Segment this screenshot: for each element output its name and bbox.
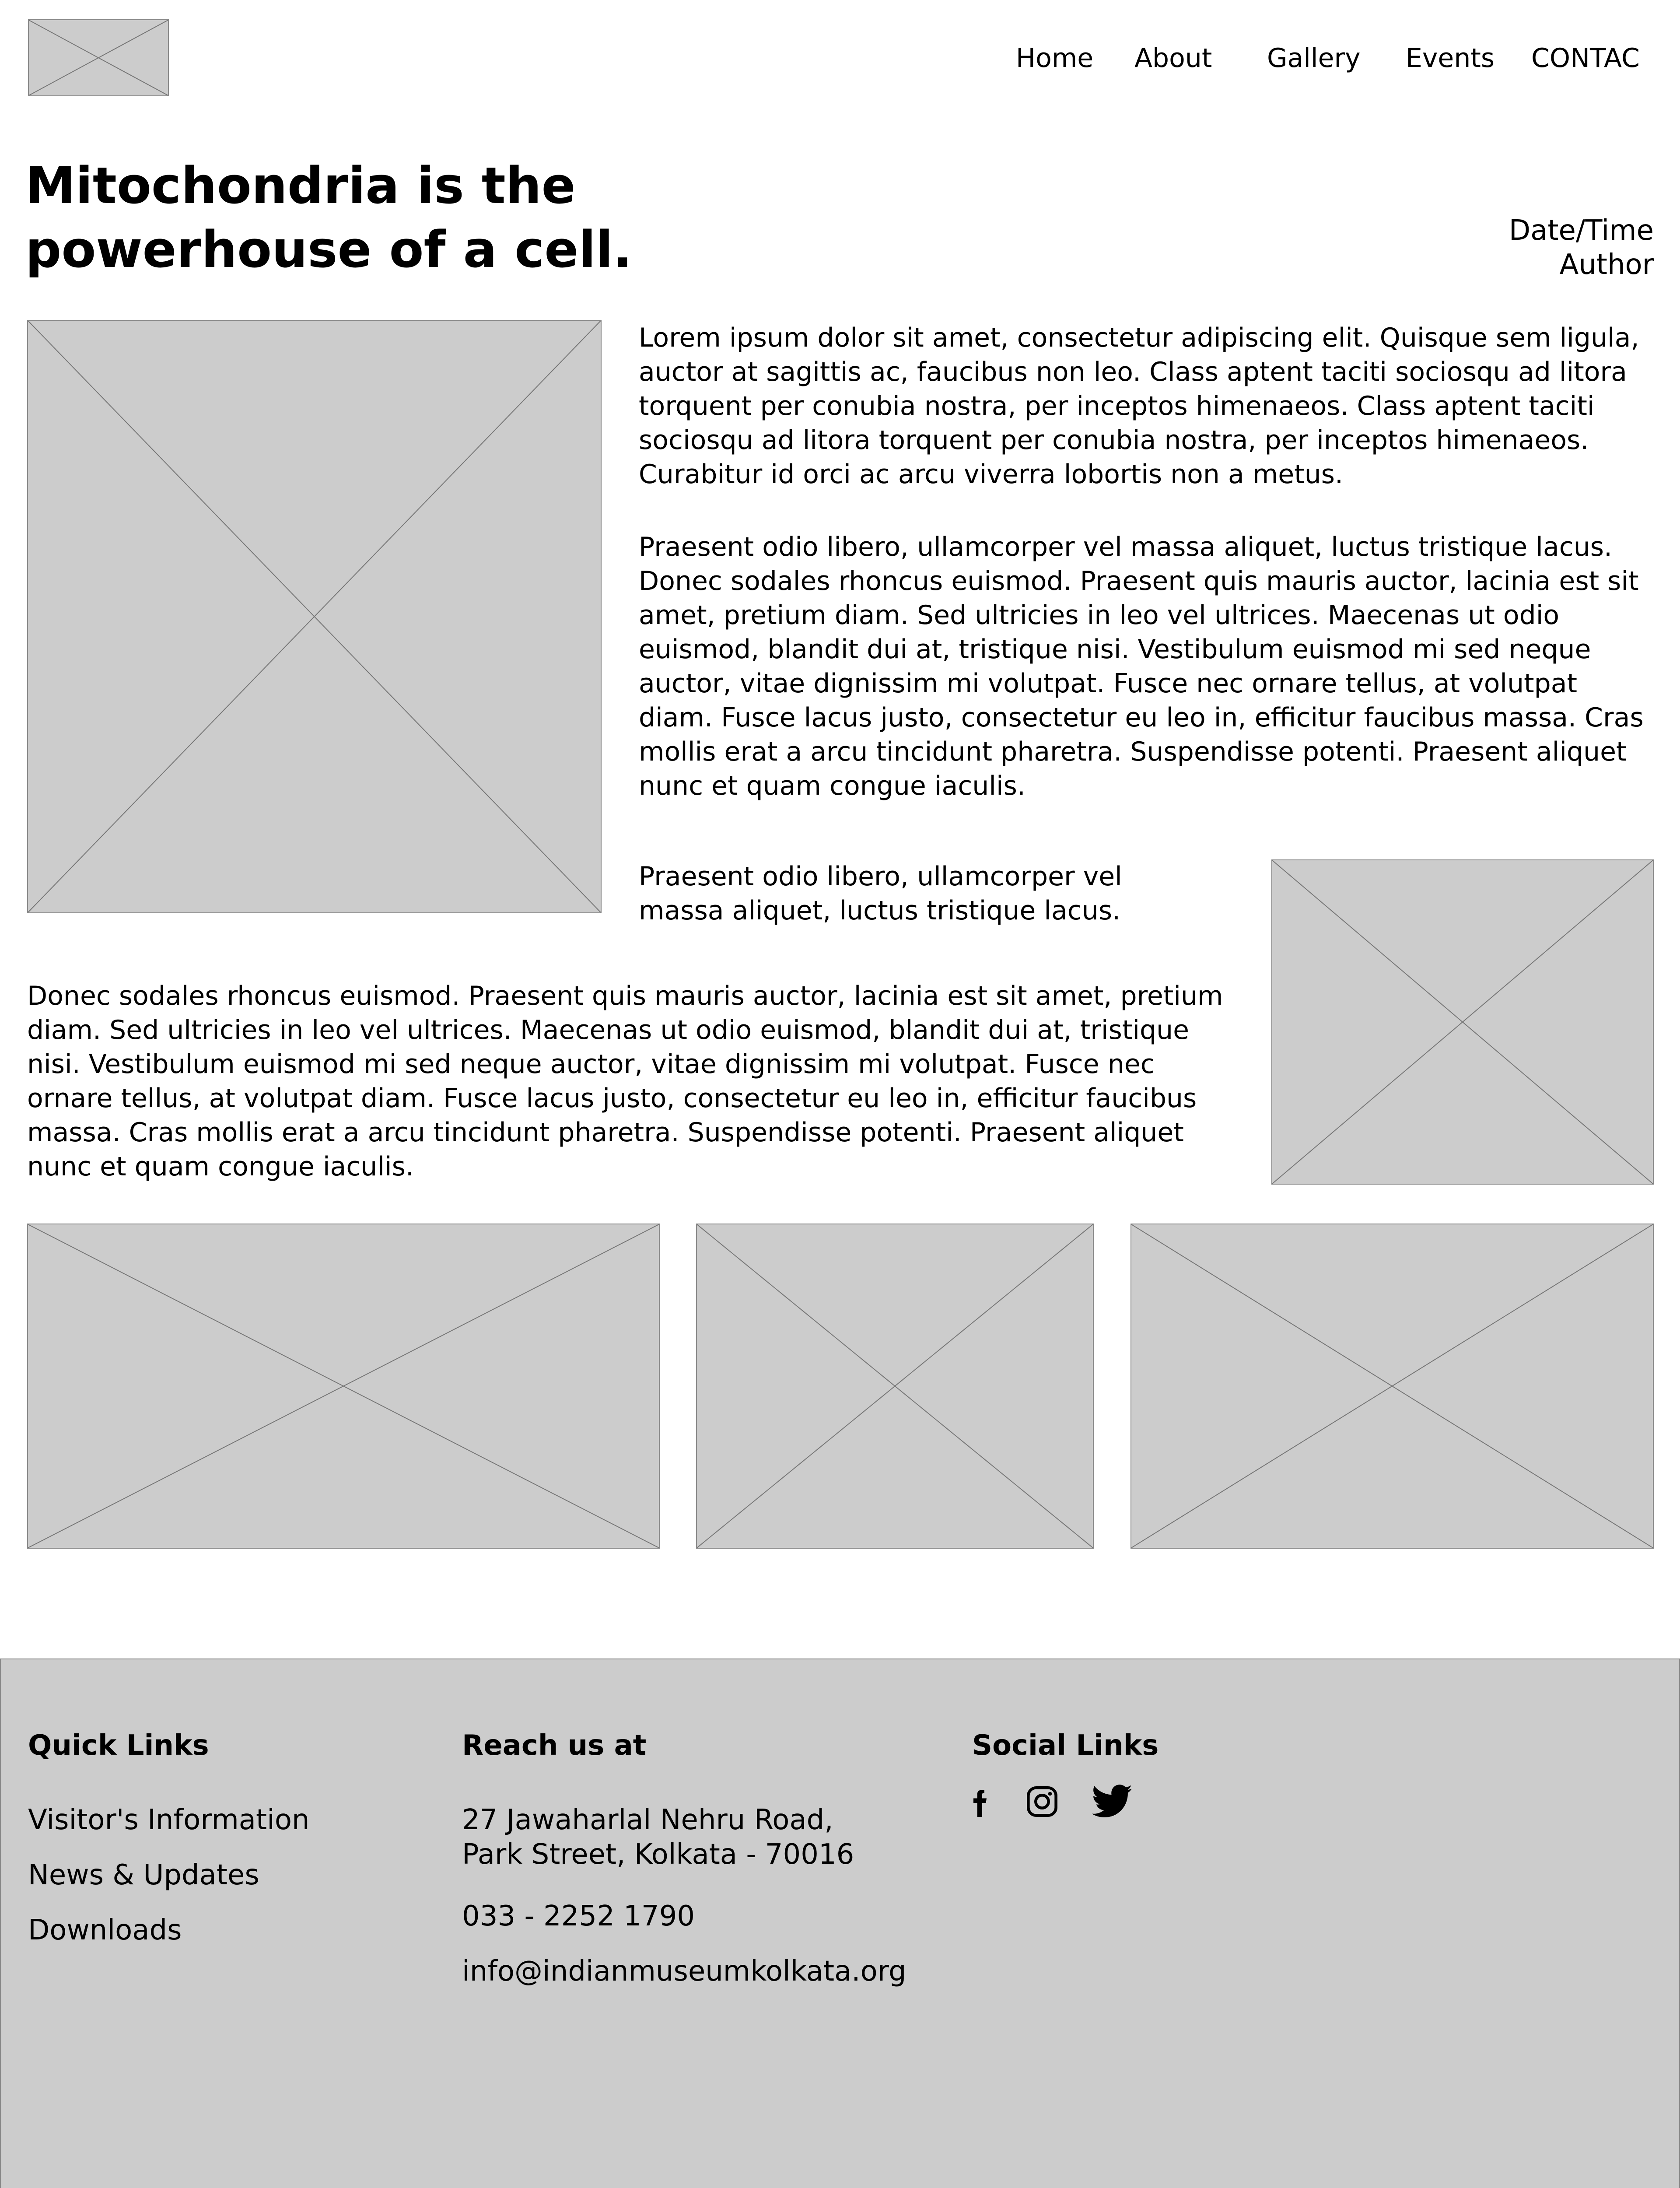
side-image-placeholder (1271, 859, 1654, 1185)
quick-links-title: Quick Links (28, 1729, 209, 1762)
gallery-image-3[interactable] (1130, 1224, 1654, 1549)
article-date: Date/Time (1508, 214, 1654, 247)
address-line-1: 27 Jawaharlal Nehru Road, (462, 1804, 833, 1836)
title-line-1: Mitochondria is the (25, 157, 576, 215)
twitter-icon[interactable] (1092, 1784, 1133, 1819)
nav-about[interactable]: About (1134, 43, 1212, 74)
link-news-updates[interactable]: News & Updates (28, 1859, 259, 1891)
facebook-icon[interactable] (967, 1784, 993, 1819)
nav-home[interactable]: Home (1016, 43, 1094, 74)
paragraph-1: Lorem ipsum dolor sit amet, consectetur adipiscing elit. Quisque sem ligula, auctor at sagittis ac, faucibus non leo. Class aptent taciti sociosqu ad litora torquent per conubia nostra, per inceptos himenaeos. Class aptent taciti sociosqu ad litora torquent per conubia nostra, per inceptos himenaeos. Curabitur id orci ac arcu viverra lobortis non a metus. (639, 323, 1639, 490)
page-title (25, 154, 660, 282)
title-line-2: powerhouse of a cell. (25, 221, 632, 279)
paragraph-4: Donec sodales rhoncus euismod. Praesent quis mauris auctor, lacinia est sit amet, pretium diam. Sed ultricies in leo vel ultrices. Maecenas ut odio euismod, blandit dui at, tristique nisi. Vestibulum euismod mi sed neque auctor, vitae dignissim mi volutpat. Fusce nec ornare tellus, at volutpat diam. Fusce lacus justo, consectetur eu leo in, efficitur faucibus massa. Cras mollis erat a arcu tincidunt pharetra. Suspendisse potenti. Praesent aliquet nunc et quam congue iaculis. (27, 981, 1223, 1182)
gallery-image-1[interactable] (27, 1224, 660, 1549)
reach-us-title: Reach us at (462, 1729, 647, 1762)
nav-contact[interactable]: CONTAC (1531, 43, 1640, 74)
gallery-image-2[interactable] (696, 1224, 1094, 1549)
email-address[interactable]: info@indianmuseumkolkata.org (462, 1955, 906, 1988)
nav-gallery[interactable]: Gallery (1267, 43, 1361, 74)
paragraph-2: Praesent odio libero, ullamcorper vel massa aliquet, luctus tristique lacus. Donec sodales rhoncus euismod. Praesent quis mauris auctor, lacinia est sit amet, pretium diam. Sed ultricies in leo vel ultrices. Maecenas ut odio euismod, blandit dui at, tristique nisi. Vestibulum euismod mi sed neque auctor, vitae dignissim mi volutpat. Fusce nec ornare tellus, at volutpat diam. Fusce lacus justo, consectetur eu leo in, efficitur faucibus massa. Cras mollis erat a arcu tincidunt pharetra. Suspendisse potenti. Praesent aliquet nunc et quam congue iaculis. (639, 532, 1644, 801)
nav-events[interactable]: Events (1406, 43, 1495, 74)
logo-placeholder[interactable] (28, 19, 169, 96)
paragraph-3: Praesent odio libero, ullamcorper vel massa aliquet, luctus tristique lacus. (639, 861, 1122, 926)
link-downloads[interactable]: Downloads (28, 1914, 182, 1946)
footer (0, 1659, 1680, 2188)
address-line-2: Park Street, Kolkata - 70016 (462, 1838, 854, 1871)
address (462, 1803, 854, 1872)
instagram-icon[interactable] (1025, 1784, 1060, 1819)
phone-number[interactable]: 033 - 2252 1790 (462, 1900, 695, 1932)
link-visitors-information[interactable]: Visitor's Information (28, 1804, 310, 1836)
main-image-placeholder (27, 320, 602, 913)
article-author: Author (1559, 249, 1654, 281)
social-links-title: Social Links (972, 1729, 1159, 1762)
